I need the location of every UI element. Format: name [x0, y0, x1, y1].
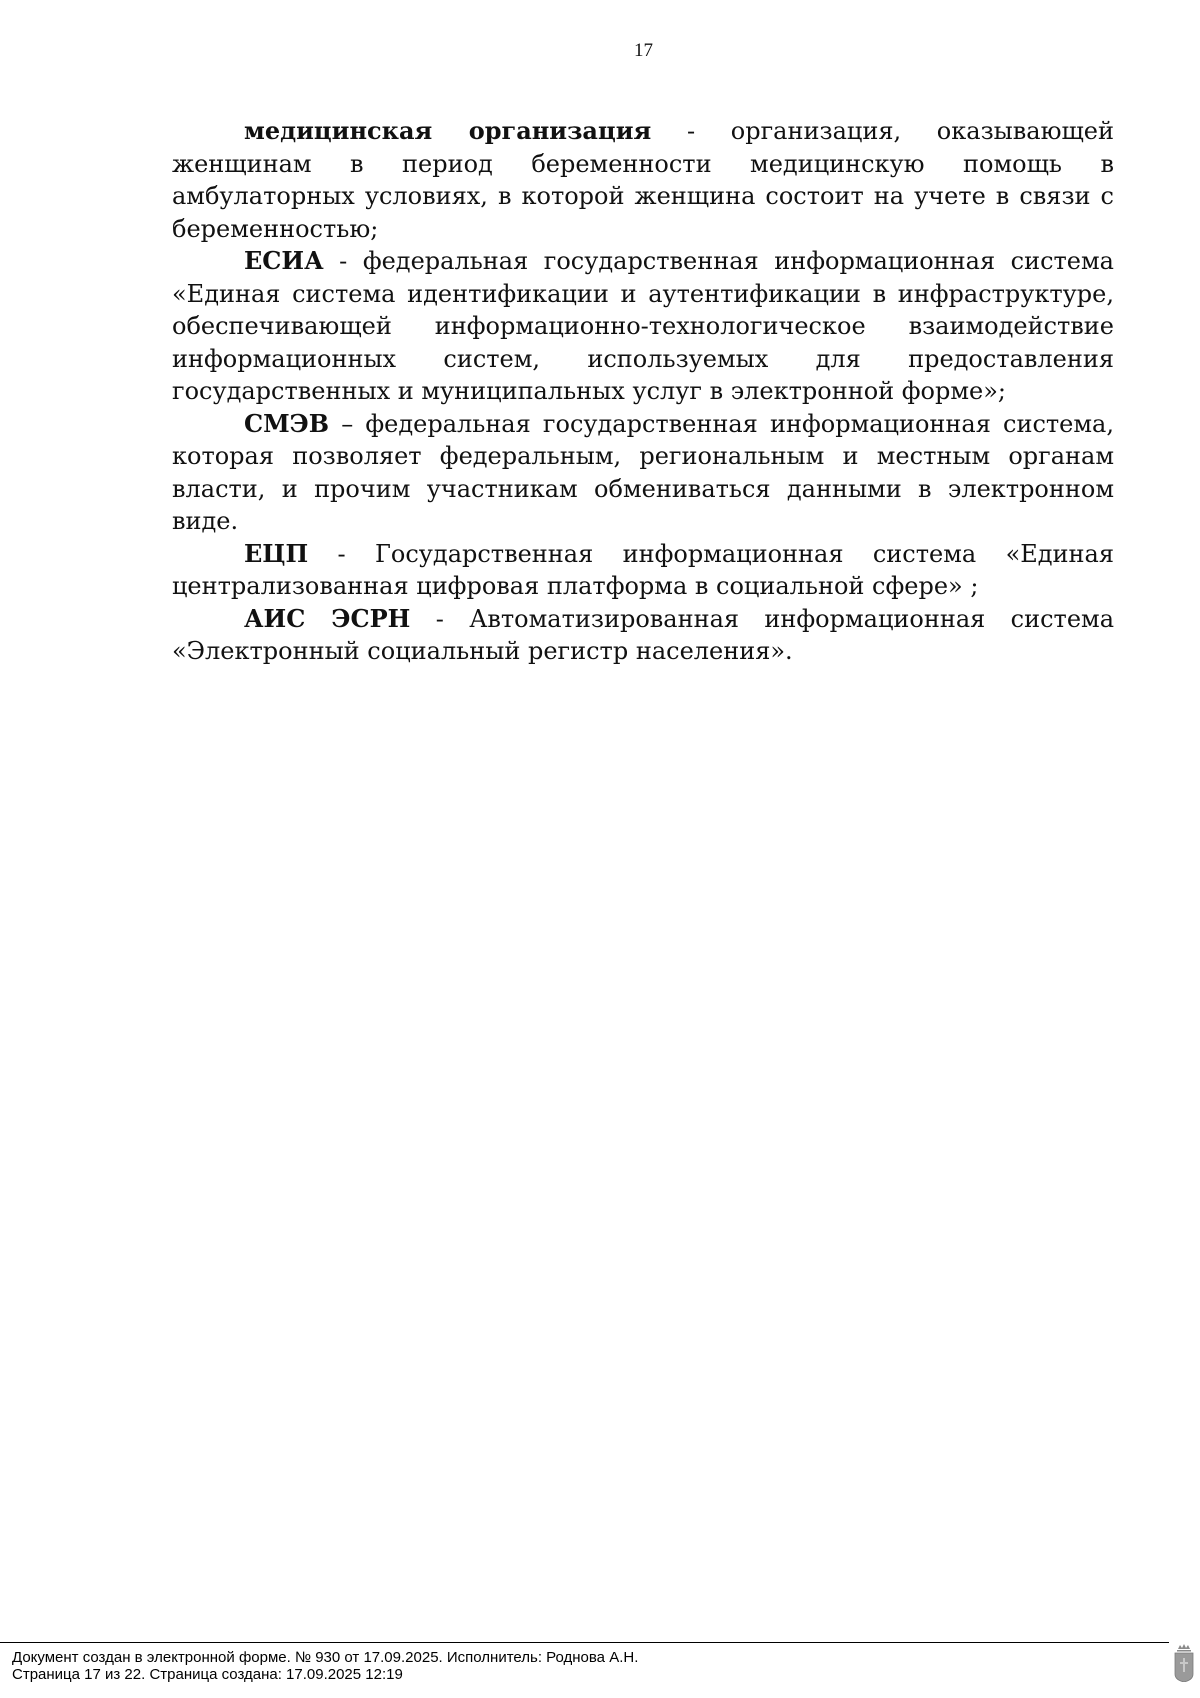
definition-ais-esrn — [172, 603, 1114, 668]
coat-of-arms-icon — [1174, 1644, 1194, 1682]
definition-term: медицинская организация — [244, 116, 652, 145]
document-footer — [12, 1649, 638, 1683]
definition-text: - Автоматизированная информационная система «Электронный социальный регистр населения». — [172, 604, 1115, 665]
footer-document-info: Документ создан в электронной форме. № 930 от 17.09.2025. Исполнитель: Роднова А.Н. — [12, 1649, 639, 1666]
definition-text: - организация, оказывающей женщинам в период беременности медицинскую помощь в амбулаторных условиях, в которой женщина состоит на учете в связи с беременностью; — [172, 117, 1114, 243]
definition-term: СМЭВ — [244, 408, 330, 438]
definition-term: ЕСИА — [244, 246, 324, 275]
definition-text: - Государственная информационная система «Единая централизованная цифровая платформа в социальной сфере» ; — [172, 539, 1114, 600]
document-body — [172, 115, 1114, 668]
footer-page-info: Страница 17 из 22. Страница создана: 17.09.2025 12:19 — [12, 1666, 403, 1683]
definition-esia — [172, 245, 1114, 408]
definition-text: - федеральная государственная информационная система «Единая система идентификации и аутентификации в инфраструктуре, обеспечивающей информационно-технологическое взаимодействие информационных систем, используемых для предоставления государственных и муниципальных услуг в электронной форме»; — [172, 247, 1114, 405]
definition-medical-organization — [172, 115, 1114, 245]
definition-term: АИС ЭСРН — [244, 603, 411, 633]
definition-text: – федеральная государственная информационная система, которая позволяет федеральным, региональным и местным органам власти, и прочим участникам обмениваться данными в электронном виде. — [172, 409, 1114, 535]
definition-ecp — [172, 538, 1114, 603]
definition-smev — [172, 408, 1114, 538]
footer-divider — [0, 1642, 1169, 1643]
page-number: 17 — [634, 40, 653, 61]
definition-term: ЕЦП — [244, 538, 309, 568]
